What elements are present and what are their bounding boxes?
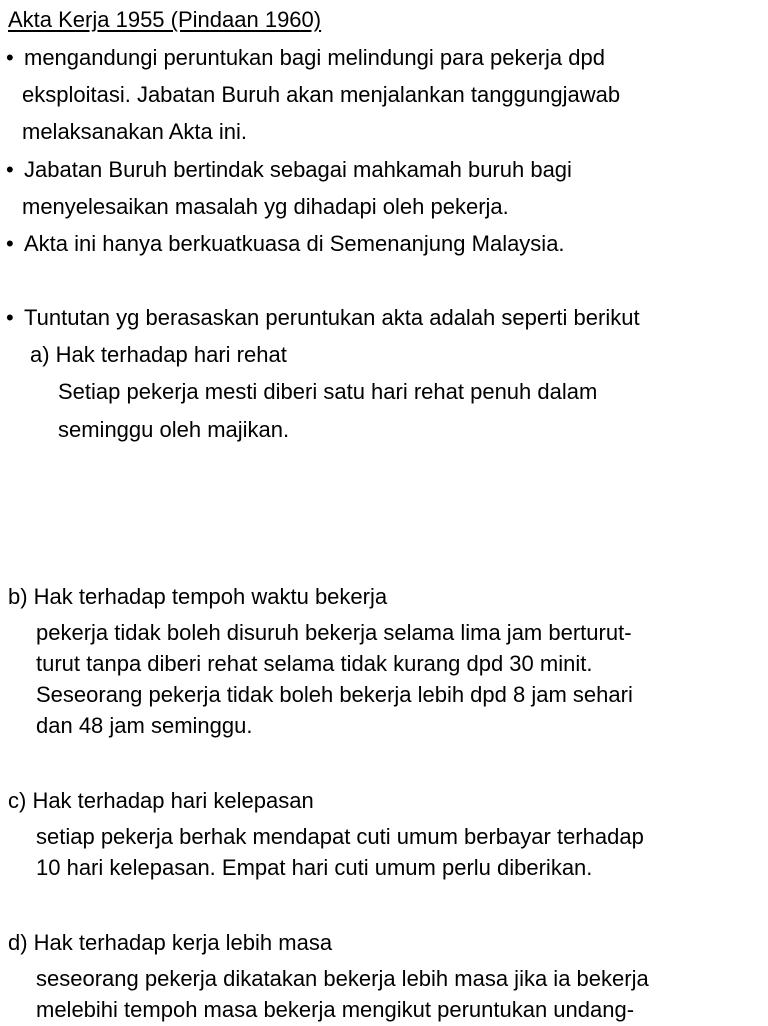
- bullet-text-continued: eksploitasi. Jabatan Buruh akan menjalankan tanggungjawab: [22, 82, 621, 107]
- bullet-text: Jabatan Buruh bertindak sebagai mahkamah buruh bagi: [24, 157, 572, 182]
- section-body-d: melebihi tempoh masa bekerja mengikut peruntukan undang-: [36, 997, 635, 1022]
- bullet-text: mengandungi peruntukan bagi melindungi para pekerja dpd: [24, 45, 605, 70]
- section-body-b: dan 48 jam seminggu.: [36, 713, 253, 738]
- section-body-b: pekerja tidak boleh disuruh bekerja selama lima jam berturut-: [36, 620, 632, 645]
- bullet-item: [6, 42, 605, 74]
- section-heading-c: c) Hak terhadap hari kelepasan: [8, 788, 314, 813]
- bullet-item: [6, 228, 565, 260]
- section-body-a: Setiap pekerja mesti diberi satu hari rehat penuh dalam: [58, 379, 598, 404]
- section-body-c: 10 hari kelepasan. Empat hari cuti umum perlu diberikan.: [36, 855, 593, 880]
- bullet-text: Akta ini hanya berkuatkuasa di Semenanjung Malaysia.: [24, 231, 565, 256]
- bullet-item: [6, 154, 572, 186]
- bullet-icon: •: [6, 231, 14, 256]
- page-title: Akta Kerja 1955 (Pindaan 1960): [8, 7, 322, 32]
- section-body-b: turut tanpa diberi rehat selama tidak kurang dpd 30 minit.: [36, 651, 593, 676]
- bullet-icon: •: [6, 157, 14, 182]
- bullet-icon: •: [6, 305, 14, 330]
- bullet-text-continued: menyelesaikan masalah yg dihadapi oleh pekerja.: [22, 194, 509, 219]
- bullet-text-continued: melaksanakan Akta ini.: [22, 119, 248, 144]
- bullet-text: Tuntutan yg berasaskan peruntukan akta adalah seperti berikut: [24, 305, 640, 330]
- section-heading-a: a) Hak terhadap hari rehat: [30, 342, 287, 367]
- section-body-b: Seseorang pekerja tidak boleh bekerja lebih dpd 8 jam sehari: [36, 682, 633, 707]
- section-body-d: seseorang pekerja dikatakan bekerja lebih masa jika ia bekerja: [36, 966, 649, 991]
- bullet-item: [6, 302, 640, 334]
- section-heading-b: b) Hak terhadap tempoh waktu bekerja: [8, 584, 388, 609]
- section-body-c: setiap pekerja berhak mendapat cuti umum berbayar terhadap: [36, 824, 644, 849]
- section-heading-d: d) Hak terhadap kerja lebih masa: [8, 930, 333, 955]
- bullet-icon: •: [6, 45, 14, 70]
- section-body-a: seminggu oleh majikan.: [58, 417, 290, 442]
